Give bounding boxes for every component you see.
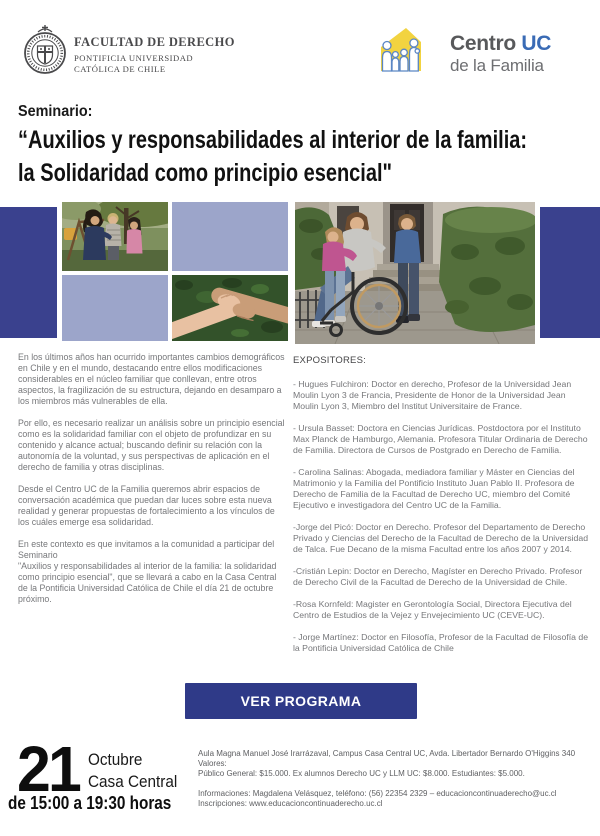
centro-uc-wordmark [450, 33, 551, 74]
decorative-lavender-block-top [172, 202, 288, 271]
photo-family-garden [62, 202, 168, 271]
uc-label: UC [521, 32, 552, 55]
seminar-title-line1: “Auxilios y responsabilidades al interior de la familia: [18, 126, 528, 154]
ver-programa-button[interactable]: VER PROGRAMA [185, 683, 417, 719]
seminar-title-line2: la Solidaridad como principio esencial" [18, 159, 393, 187]
centro-subtitle: de la Familia [450, 56, 544, 75]
inscriptions-line [198, 799, 596, 809]
speaker-item: - Jorge Martínez: Doctor en Filosofía, Profesor de la Facultad de Filosofía de la Pontificia Universidad Católica de Chile [293, 632, 589, 653]
event-venue: Casa Central [88, 772, 178, 791]
seminar-kicker: Seminario: [18, 103, 93, 120]
seminar-title [18, 124, 527, 190]
speaker-item: - Hugues Fulchiron: Doctor en derecho, Profesor de la Universidad Jean Moulin Lyon 3 de Francia, Presidente de Honor de la Universidad Jean Moulin Lyon 3, Miembro del Institut Universitaire de France. [293, 379, 572, 411]
photo-wheelchair-family [295, 202, 535, 344]
speaker-item: -Rosa Kornfeld: Magister en Gerontología Social, Directora Ejecutiva del Centro de Estudios de la Vejez y Envejecimiento UC (CEVE-UC). [293, 599, 572, 620]
speaker-item: - Carolina Salinas: Abogada, mediadora familiar y Máster en Ciencias del Matrimonio y la Familia del Pontificio Instituto Juan Pablo II. Profesora de Derecho de Familia de la Facultad de Derecho UC, miembro del Comité Ejecutivo e investigadora del Centro UC de la Familia. [293, 467, 575, 510]
footer-info-block [198, 749, 596, 809]
event-time: de 15:00 a 19:30 horas [8, 793, 172, 813]
event-day: 21 [17, 733, 79, 805]
decorative-navy-bar-left [0, 207, 57, 338]
centro-label: Centro [450, 32, 522, 55]
venue-address: Aula Magna Manuel José Irarrázaval, Campus Casa Central UC, Avda. Libertador Bernardo O'Higgins 340 [198, 749, 576, 758]
speaker-item: -Cristián Lepin: Doctor en Derecho, Magíster en Derecho Privado. Profesor de Derecho Civil de la Facultad de Derecho de la Universidad de Chile. [293, 566, 583, 587]
uc-seal-icon [22, 24, 68, 76]
decorative-lavender-block-bottom [62, 275, 168, 341]
decorative-navy-bar-right [540, 207, 600, 338]
prices-label: Valores: [198, 759, 227, 768]
speakers-heading: EXPOSITORES: [293, 355, 366, 366]
faculty-name: FACULTAD DE DERECHO [74, 35, 235, 49]
intro-paragraph: En los últimos años han ocurrido importantes cambios demográficos en Chile y en el mundo, destacando entre ellos modificaciones considerables en el núcleo familiar que conllevan, entre otros aspectos, la fragilización de su estructura, dejando en desamparo a los miembros más vulnerables de ella. [18, 352, 285, 406]
inscriptions-label: Inscripciones: [198, 799, 250, 808]
speakers-column [293, 355, 593, 665]
faculty-wordmark [74, 35, 235, 74]
centro-uc-house-icon [379, 27, 423, 75]
intro-paragraph: "Auxilios y responsabilidades al interior de la familia: la solidaridad como principio esencial", que se llevará a cabo en la Casa Central de la Pontificia Universidad Católica de Chile el día 21 de octubre próximo. [18, 561, 277, 604]
intro-paragraph: En este contexto es que invitamos a la comunidad a participar del Seminario [18, 539, 275, 560]
university-name-line1: PONTIFICIA UNIVERSIDAD [74, 52, 194, 63]
contact-line: Informaciones: Magdalena Velásquez, teléfono: (56) 22354 2329 – educacioncontinuaderecho@uc.cl [198, 789, 557, 798]
inscriptions-url[interactable]: www.educacioncontinuaderecho.uc.cl [249, 799, 383, 808]
photo-hands-support [172, 275, 288, 341]
university-name-line2: CATÓLICA DE CHILE [74, 64, 166, 74]
intro-paragraph: Por ello, es necesario realizar un análisis sobre un principio esencial como es la solidaridad familiar con el objeto de profundizar en su contenido y alcance actual; buscando definir su relación con la autonomía de la voluntad, y sus perspectivas de aplicación en el derecho de familia y otras disciplinas. [18, 418, 285, 472]
centro-uc-title [450, 33, 551, 54]
speaker-item: - Ursula Basset: Doctora en Ciencias Jurídicas. Postdoctora por el Instituto Max Planck de Hamburgo, Alemania. Profesora Titular Ordinaria de Derecho de Familia. Directora de Cursos de Postgrado en Derecho de Familia. [293, 423, 588, 455]
prices-line: Público General: $15.000. Ex alumnos Derecho UC y LLM UC: $8.000. Estudiantes: $5.000. [198, 769, 525, 778]
speaker-item: -Jorge del Picó: Doctor en Derecho. Profesor del Departamento de Derecho Privado y Ciencias del Derecho de la Facultad de Derecho de la Universidad de Talca. Fue Decano de la misma Facultad entre los años 2007 y 2014. [293, 522, 589, 554]
intro-paragraph: Desde el Centro UC de la Familia queremos abrir espacios de conversación académica que puedan dar luces sobre esta nueva realidad y generar propuestas de fortalecimiento a los vínculos de los cuáles emerge esa solidaridad. [18, 484, 275, 527]
intro-column [18, 352, 286, 616]
event-month: Octubre [88, 750, 143, 769]
